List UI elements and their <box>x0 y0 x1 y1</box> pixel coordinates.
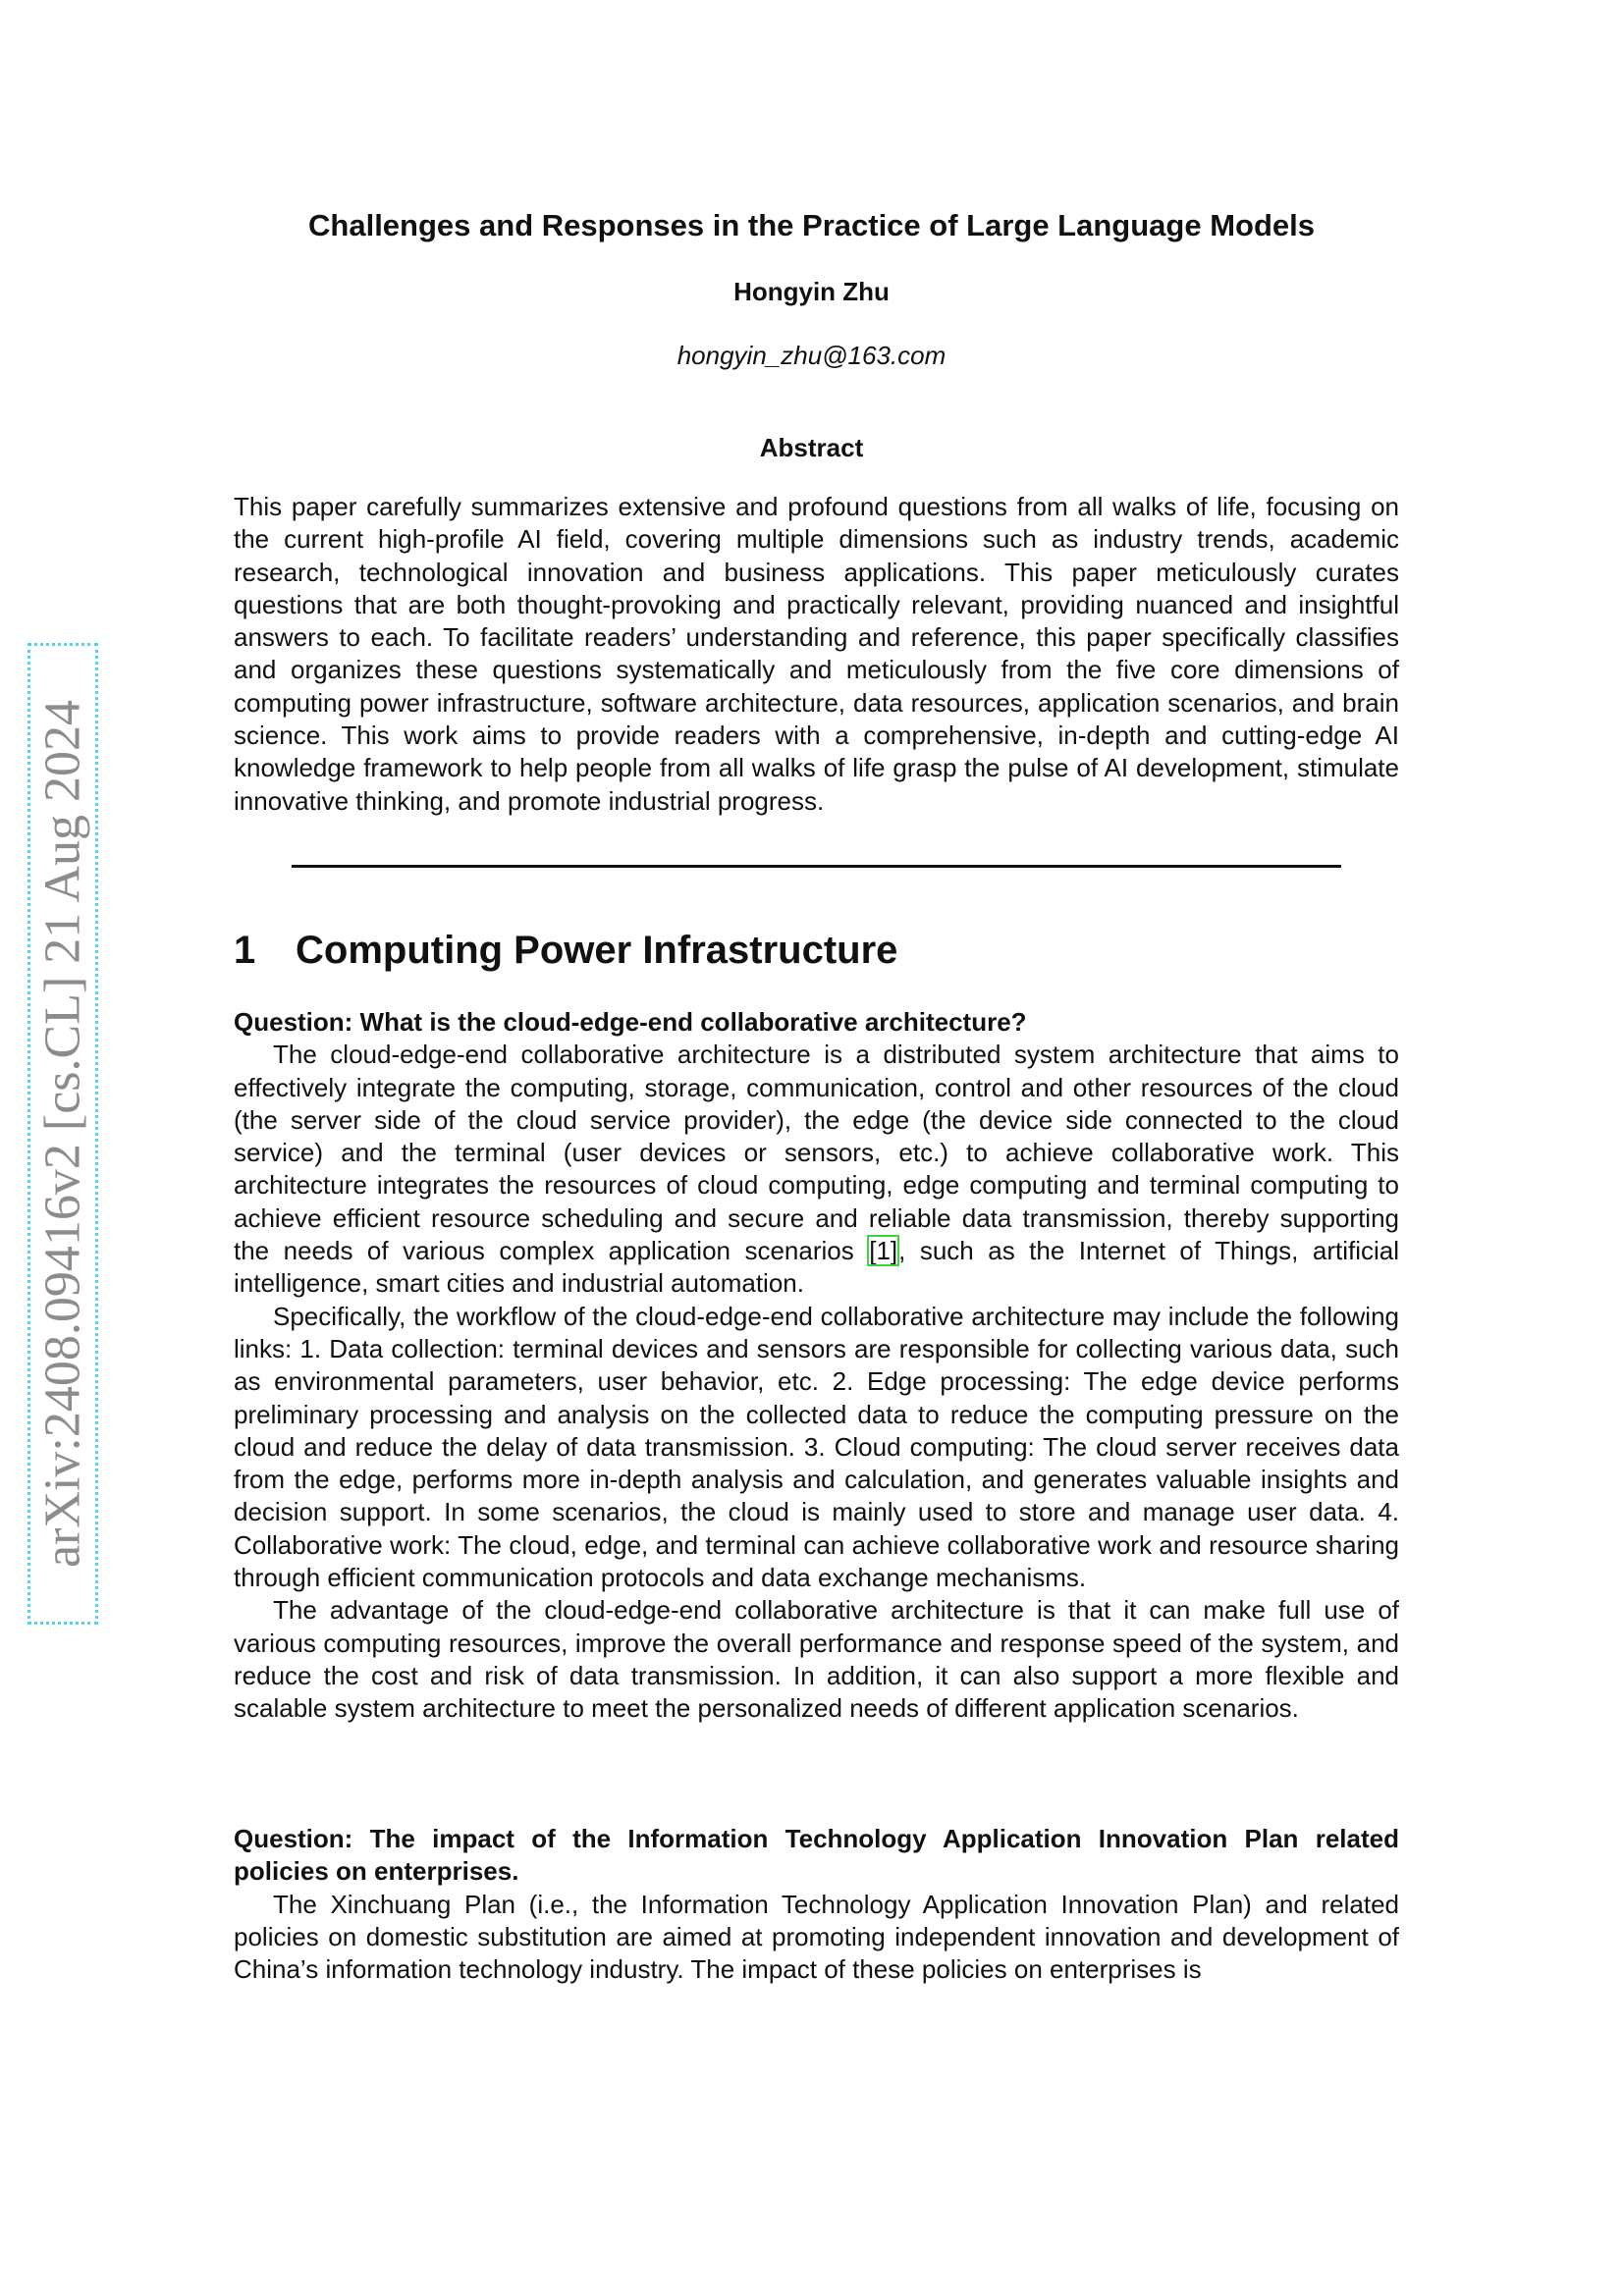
author-name: Hongyin Zhu <box>733 277 890 306</box>
arxiv-identifier[interactable]: arXiv:2408.09416v2 [cs.CL] 21 Aug 2024 <box>34 700 91 1568</box>
section-number: 1 <box>234 929 256 972</box>
paragraph <box>234 1039 1399 1300</box>
abstract-text: This paper carefully summarizes extensive and profound questions from all walks of life, focusing on the current high-profile AI field, covering multiple dimensions such as industry trends, academic research, technological innovation and business applications. This paper meticulously curates questions that are both thought-provoking and practically relevant, providing nuanced and insightful answers to each. To facilitate readers’ understanding and reference, this paper specifically classifies and organizes these questions systematically and meticulously from the five core dimensions of computing power infrastructure, software architecture, data resources, application scenarios, and brain science. This work aims to provide readers with a comprehensive, in-depth and cutting-edge AI knowledge framework to help people from all walks of life grasp the pulse of AI development, stimulate innovative thinking, and promote industrial progress. <box>234 492 1399 816</box>
author-email: hongyin_zhu@163.com <box>676 341 947 370</box>
section-heading <box>234 929 897 973</box>
paragraph-text: The cloud-edge-end collaborative architecture is a distributed system architecture that aims to effectively integrate the computing, storage, communication, control and other resources of the cloud (the server side of the cloud service provider), the edge (the device side connected to the cloud service) and the terminal (user devices or sensors, etc.) to achieve collaborative work. This architecture integrates the resources of cloud computing, edge computing and terminal computing to achieve efficient resource scheduling and secure and reliable data transmission, thereby supporting the needs of various complex application scenarios <box>234 1040 1399 1266</box>
paragraph-text: , such as the Internet of Things, artificial intelligence, smart cities and industrial automation. <box>234 1236 1399 1299</box>
arxiv-stamp[interactable] <box>27 643 98 1625</box>
abstract-heading: Abstract <box>759 433 864 462</box>
paragraph: The advantage of the cloud-edge-end collaborative architecture is that it can make full use of various computing resources, improve the overall performance and response speed of the system, and reduce the cost and risk of data transmission. In addition, it can also support a more flexible and scalable system architecture to meet the personalized needs of different application scenarios. <box>234 1595 1399 1724</box>
question-block-2 <box>234 1823 1399 1986</box>
citation-link[interactable]: [1] <box>869 1236 898 1266</box>
paragraph: The Xinchuang Plan (i.e., the Information Technology Application Innovation Plan) and related policies on domestic substitution are aimed at promoting independent innovation and development of China’s information technology industry. The impact of these policies on enterprises is <box>234 1889 1399 1985</box>
question-heading: Question: The impact of the Information Technology Application Innovation Plan related policies on enterprises. <box>234 1824 1399 1887</box>
abstract-divider <box>292 865 1341 868</box>
question-block-1 <box>234 1006 1399 1726</box>
question-heading: Question: What is the cloud-edge-end collaborative architecture? <box>234 1007 1027 1037</box>
paragraph: Specifically, the workflow of the cloud-edge-end collaborative architecture may include the following links: 1. Data collection: terminal devices and sensors are responsible for collecting various data, such as environmental parameters, user behavior, etc. 2. Edge processing: The edge device performs preliminary processing and analysis on the collected data to reduce the computing pressure on the cloud and reduce the delay of data transmission. 3. Cloud computing: The cloud server receives data from the edge, performs more in-depth analysis and calculation, and generates valuable insights and decision support. In some scenarios, the cloud is mainly used to store and manage user data. 4. Collaborative work: The cloud, edge, and terminal can achieve collaborative work and resource sharing through efficient communication protocols and data exchange mechanisms. <box>234 1301 1399 1593</box>
paper-title: Challenges and Responses in the Practice of Large Language Models <box>308 208 1315 242</box>
section-title: Computing Power Infrastructure <box>296 929 898 972</box>
